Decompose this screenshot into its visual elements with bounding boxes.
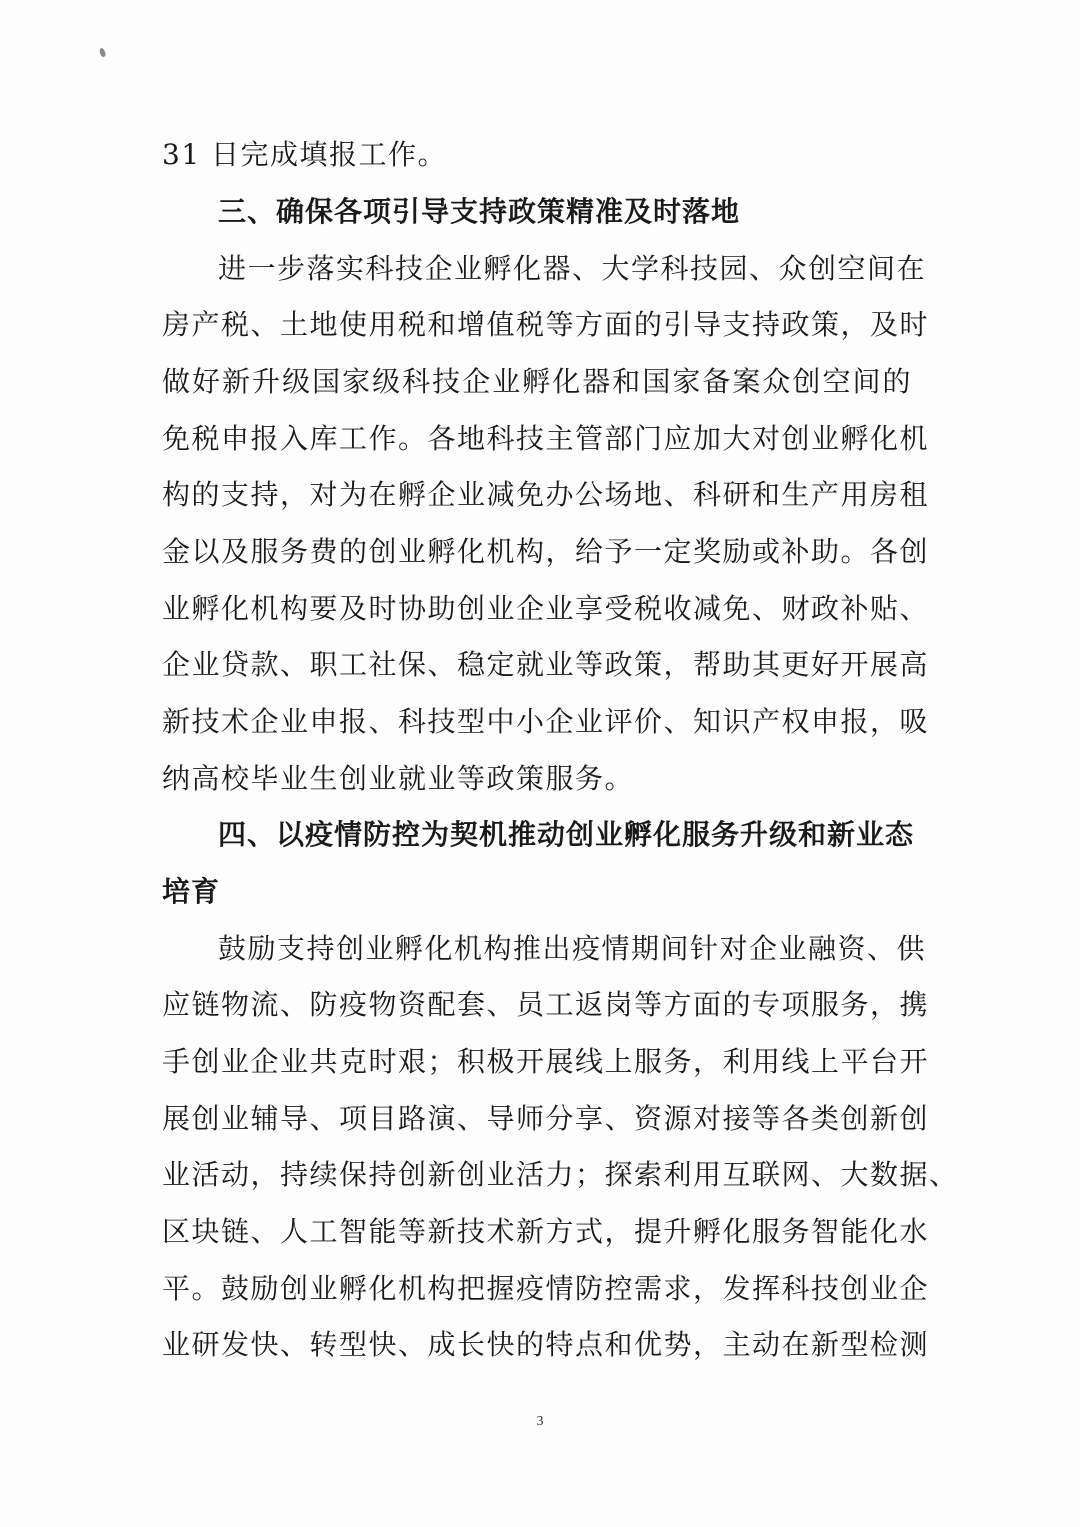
text-line: 金以及服务费的创业孵化机构，给予一定奖励或补助。各创 — [162, 535, 930, 568]
text-line: 新技术企业申报、科技型中小企业评价、知识产权申报，吸 — [162, 705, 930, 738]
text-line: 业研发快、转型快、成长快的特点和优势，主动在新型检测 — [162, 1328, 930, 1361]
text-line: 应链物流、防疫物资配套、员工返岗等方面的专项服务，携 — [162, 988, 930, 1021]
text-line: 企业贷款、职工社保、稳定就业等政策，帮助其更好开展高 — [162, 648, 930, 681]
scan-speck — [99, 47, 107, 57]
text-line: 进一步落实科技企业孵化器、大学科技园、众创空间在 — [218, 252, 927, 285]
text-line: 平。鼓励创业孵化机构把握疫情防控需求，发挥科技创业企 — [162, 1272, 930, 1305]
text-line: 手创业企业共克时艰；积极开展线上服务，利用线上平台开 — [162, 1045, 930, 1078]
text-line: 业孵化机构要及时协助创业企业享受税收减免、财政补贴、 — [162, 592, 930, 625]
section-heading-4: 四、以疫情防控为契机推动创业孵化服务升级和新业态 — [218, 818, 915, 851]
text-line: 纳高校毕业生创业就业等政策服务。 — [162, 762, 635, 795]
text-line: 31 日完成填报工作。 — [162, 138, 448, 171]
text-line: 鼓励支持创业孵化机构推出疫情期间针对企业融资、供 — [218, 932, 927, 965]
text-line: 业活动，持续保持创新创业活力；探索利用互联网、大数据、 — [162, 1158, 959, 1191]
page-number: 3 — [536, 1414, 544, 1429]
section-heading-4-cont: 培育 — [162, 875, 221, 908]
text-line: 区块链、人工智能等新技术新方式，提升孵化服务智能化水 — [162, 1215, 930, 1248]
text-line: 展创业辅导、项目路演、导师分享、资源对接等各类创新创 — [162, 1102, 930, 1135]
text-line: 房产税、土地使用税和增值税等方面的引导支持政策，及时 — [162, 308, 930, 341]
section-heading-3: 三、确保各项引导支持政策精准及时落地 — [218, 195, 741, 228]
text-line: 构的支持，对为在孵企业减免办公场地、科研和生产用房租 — [162, 478, 930, 511]
text-line: 做好新升级国家级科技企业孵化器和国家备案众创空间的 — [162, 365, 912, 398]
text-line: 免税申报入库工作。各地科技主管部门应加大对创业孵化机 — [162, 422, 930, 455]
